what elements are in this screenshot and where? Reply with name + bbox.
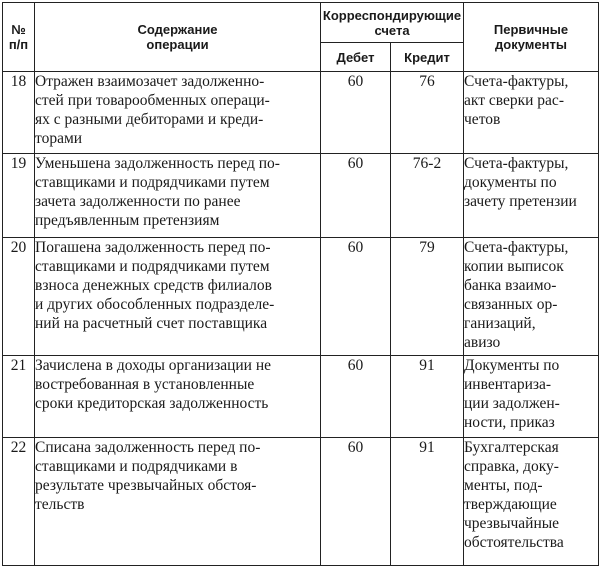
row-number: 19	[3, 154, 35, 238]
credit-account: 91	[391, 356, 464, 438]
document-line: тверждающие	[464, 496, 557, 513]
header-credit: Кредит	[391, 43, 464, 72]
document-line: ности, приказ	[464, 414, 555, 431]
description-line: взноса денежных средств филиалов	[35, 277, 272, 294]
debit-account: 60	[321, 438, 391, 566]
document-line: авизо	[464, 334, 501, 351]
document-line: обстоятельства	[464, 534, 564, 551]
credit-account: 91	[391, 438, 464, 566]
description-line: ставщиками и подрядчиками в	[35, 458, 238, 475]
header-row-top	[3, 3, 599, 43]
table-row	[3, 154, 599, 238]
document-line: Счета-фактуры,	[464, 239, 569, 256]
header-content-line2: операции	[146, 37, 209, 52]
description-line: Зачислена в доходы организации не	[35, 357, 272, 374]
operation-description	[35, 154, 321, 238]
table-row	[3, 438, 599, 566]
operation-description	[35, 438, 321, 566]
document-line: чрезвычайные	[464, 515, 560, 532]
row-number: 18	[3, 72, 35, 154]
document-line: связанных ор-	[464, 296, 558, 313]
header-documents-line2: документы	[495, 37, 567, 52]
document-line: справка, доку-	[464, 458, 559, 475]
description-line: Списана задолженность перед по-	[35, 439, 261, 456]
document-line: четов	[464, 111, 501, 128]
header-number-line1: №	[11, 22, 26, 37]
description-line: Уменьшена задолженность перед по-	[35, 155, 280, 172]
debit-account: 60	[321, 72, 391, 154]
document-line: акт сверки рас-	[464, 92, 564, 109]
header-accounts	[321, 3, 464, 43]
primary-documents	[464, 238, 599, 356]
primary-documents	[464, 72, 599, 154]
document-line: Счета-фактуры,	[464, 155, 569, 172]
primary-documents	[464, 438, 599, 566]
header-number-line2: п/п	[8, 37, 29, 52]
description-line: востребованная в установленные	[35, 376, 255, 393]
description-line: ний на расчетный счет поставщика	[35, 315, 268, 332]
debit-account: 60	[321, 154, 391, 238]
header-content-line1: Содержание	[137, 22, 218, 37]
operation-description	[35, 72, 321, 154]
document-line: Счета-фактуры,	[464, 73, 569, 90]
table-row	[3, 72, 599, 154]
description-line: ставщиками и подрядчиками путем	[35, 258, 270, 275]
description-line: и других обособленных подразделе-	[35, 296, 275, 313]
table-row	[3, 238, 599, 356]
description-line: стей при товарообменных операци-	[35, 92, 270, 109]
primary-documents	[464, 154, 599, 238]
description-line: Погашена задолженность перед по-	[35, 239, 271, 256]
description-line: ях с разными дебиторами и креди-	[35, 111, 264, 128]
document-line: инвентаризa-	[464, 376, 552, 393]
credit-account: 76-2	[391, 154, 464, 238]
operation-description	[35, 238, 321, 356]
operation-description	[35, 356, 321, 438]
description-line: результате чрезвычайных обстоя-	[35, 477, 257, 494]
document-line: зачету претензии	[464, 193, 577, 210]
description-line: предъявленным претензиям	[35, 212, 220, 229]
debit-account: 60	[321, 238, 391, 356]
header-accounts-line2: счета	[374, 22, 410, 38]
document-line: менты, под-	[464, 477, 543, 494]
debit-account: 60	[321, 356, 391, 438]
document-line: ции задолжен-	[464, 395, 560, 412]
row-number: 21	[3, 356, 35, 438]
description-line: ставщиками и подрядчиками путем	[35, 174, 270, 191]
header-number	[3, 3, 35, 72]
primary-documents	[464, 356, 599, 438]
description-line: Отражен взаимозачет задолженно-	[35, 73, 265, 90]
credit-account: 79	[391, 238, 464, 356]
row-number: 20	[3, 238, 35, 356]
description-line: зачета задолженности по ранее	[35, 193, 241, 210]
description-line: сроки кредиторская задолженность	[35, 395, 269, 412]
document-line: копии выписок	[464, 258, 564, 275]
accounting-operations-table	[2, 2, 599, 566]
description-line: торами	[35, 130, 83, 147]
header-documents	[464, 3, 599, 72]
document-line: ганизаций,	[464, 315, 536, 332]
header-documents-line1: Первичные	[493, 22, 569, 37]
table-row	[3, 356, 599, 438]
document-line: документы по	[464, 174, 557, 191]
header-accounts-line1: Корреспондирующие	[322, 7, 462, 23]
document-line: Документы по	[464, 357, 560, 374]
description-line: тельств	[35, 496, 85, 513]
row-number: 22	[3, 438, 35, 566]
credit-account: 76	[391, 72, 464, 154]
document-line: Бухгалтерская	[464, 439, 559, 456]
header-debit: Дебет	[321, 43, 391, 72]
table-body	[3, 72, 599, 566]
header-content	[35, 3, 321, 72]
document-line: банка взаимо-	[464, 277, 557, 294]
